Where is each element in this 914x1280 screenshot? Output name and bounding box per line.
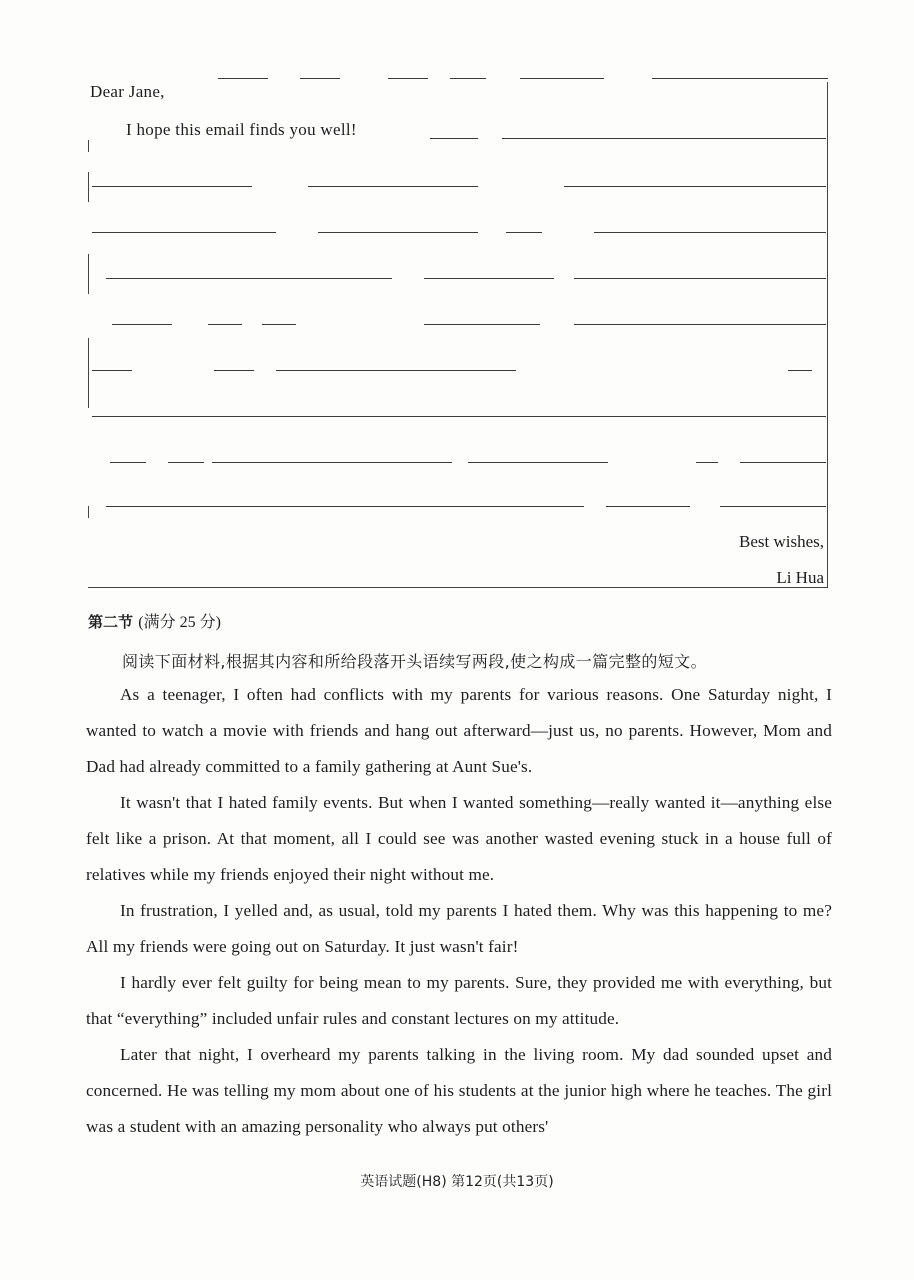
writing-line [740, 462, 826, 463]
writing-line [574, 278, 826, 279]
writing-line [276, 370, 516, 371]
letter-writing-area [88, 76, 828, 588]
writing-line [92, 416, 826, 417]
writing-line [92, 232, 276, 233]
writing-line [720, 506, 826, 507]
writing-line [300, 78, 340, 79]
writing-line [430, 138, 478, 139]
writing-line [424, 324, 540, 325]
reading-passage [86, 677, 832, 1145]
writing-line [450, 78, 486, 79]
passage-paragraph: It wasn't that I hated family events. But when I wanted something—really wanted it—anything else felt like a prison. At that moment, all I could see was another wasted evening stuck in a house full of relatives while my friends enjoyed their night without me. [86, 793, 832, 884]
writing-line [212, 462, 452, 463]
writing-line [106, 506, 584, 507]
frame-border-right [827, 82, 828, 588]
writing-line [424, 278, 554, 279]
writing-line [388, 78, 428, 79]
frame-border-bottom [88, 587, 828, 588]
writing-line [308, 186, 478, 187]
writing-line [110, 462, 146, 463]
writing-line [594, 232, 826, 233]
section-score: (满分 25 分) [138, 614, 221, 631]
writing-line [214, 370, 254, 371]
writing-line [696, 462, 718, 463]
writing-line [574, 324, 826, 325]
frame-border-left [88, 172, 89, 202]
writing-line [468, 462, 608, 463]
letter-opening-sentence: I hope this email finds you well! [126, 120, 357, 139]
page-footer: 英语试题(H8) 第12页(共13页) [360, 1174, 554, 1190]
frame-border-left [88, 254, 89, 294]
writing-line [502, 138, 826, 139]
writing-line [112, 324, 172, 325]
passage-paragraph: Later that night, I overheard my parents talking in the living room. My dad sounded upset and concerned. He was telling my mom about one of his students at the junior high where he teaches. The girl was a student with an amazing personality who always put others' [86, 1045, 832, 1136]
letter-signature: Li Hua [776, 568, 824, 587]
letter-salutation: Dear Jane, [90, 82, 165, 101]
writing-line [788, 370, 812, 371]
frame-border-left [88, 506, 89, 518]
writing-line [262, 324, 296, 325]
writing-line [318, 232, 478, 233]
writing-line [208, 324, 242, 325]
passage-paragraph: As a teenager, I often had conflicts with my parents for various reasons. One Saturday night, I wanted to watch a movie with friends and hang out afterward—just us, no parents. However, Mom and Dad had already committed to a family gathering at Aunt Sue's. [86, 685, 832, 776]
passage-paragraph: In frustration, I yelled and, as usual, told my parents I hated them. Why was this happening to me? All my friends were going out on Saturday. It just wasn't fair! [86, 901, 832, 956]
section-instruction: 阅读下面材料,根据其内容和所给段落开头语续写两段,使之构成一篇完整的短文。 [122, 652, 707, 671]
writing-line [92, 186, 252, 187]
section-heading [88, 609, 221, 632]
section-title: 第二节 [88, 613, 134, 631]
writing-line [652, 78, 828, 79]
frame-border-left [88, 140, 89, 152]
letter-closing: Best wishes, [739, 532, 824, 551]
writing-line [218, 78, 268, 79]
writing-line [106, 278, 392, 279]
frame-border-left [88, 338, 89, 408]
writing-line [92, 370, 132, 371]
passage-paragraph: I hardly ever felt guilty for being mean to my parents. Sure, they provided me with everything, but that “everything” included unfair rules and constant lectures on my attitude. [86, 973, 832, 1028]
writing-line [168, 462, 204, 463]
writing-line [606, 506, 690, 507]
writing-line [506, 232, 542, 233]
writing-line [520, 78, 604, 79]
writing-line [564, 186, 826, 187]
